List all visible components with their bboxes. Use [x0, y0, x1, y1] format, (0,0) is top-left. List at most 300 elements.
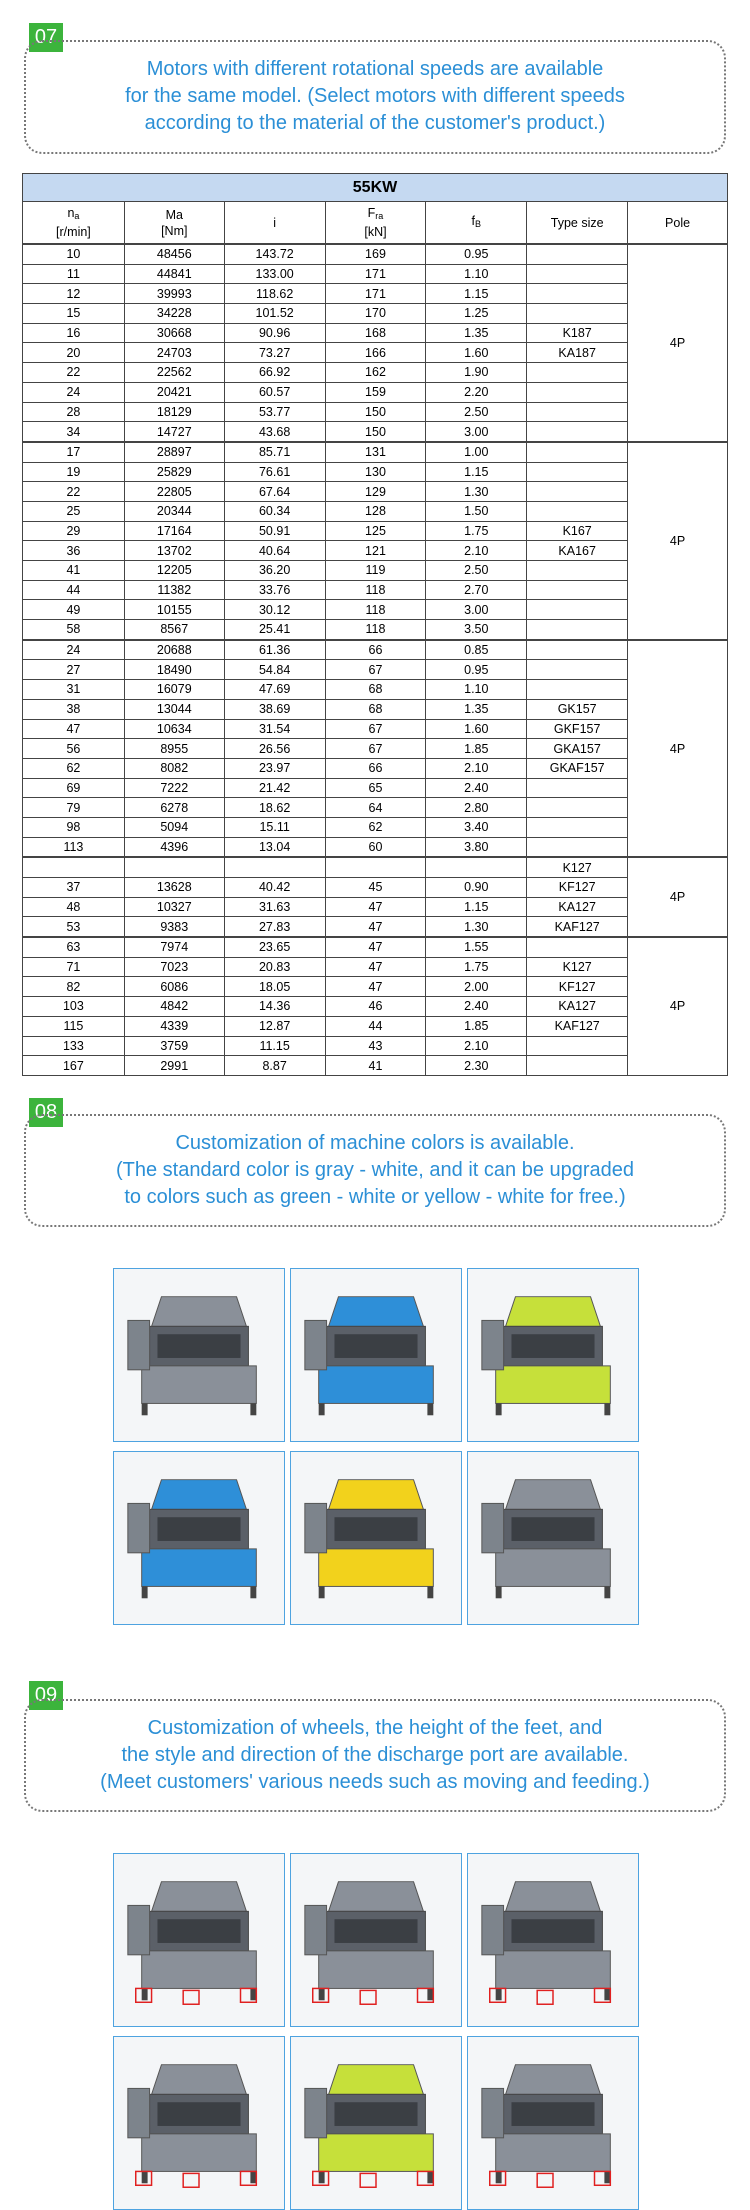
pole-cell: 4P	[628, 244, 728, 442]
table-cell	[527, 442, 628, 462]
table-cell: 1.15	[426, 897, 527, 917]
table-cell	[325, 857, 426, 877]
table-cell: 34228	[124, 304, 224, 324]
table-cell: 65	[325, 778, 426, 798]
table-cell: 118	[325, 600, 426, 620]
table-cell	[124, 857, 224, 877]
table-cell: 1.60	[426, 343, 527, 363]
table-cell: 16079	[124, 680, 224, 700]
note-line: to colors such as green - white or yellow - white for free.)	[124, 1186, 626, 1208]
table-cell: 166	[325, 343, 426, 363]
table-cell: 0.90	[426, 878, 527, 898]
table-title: 55KW	[23, 174, 728, 202]
table-cell: 60.57	[224, 382, 325, 402]
table-cell: K187	[527, 323, 628, 343]
table-cell	[527, 501, 628, 521]
table-cell: 2.40	[426, 997, 527, 1017]
table-cell: 41	[325, 1056, 426, 1076]
shredder-photo	[113, 2036, 285, 2210]
table-cell: KA127	[527, 897, 628, 917]
table-row	[23, 957, 728, 977]
table-cell: 2.50	[426, 561, 527, 581]
table-cell: 13702	[124, 541, 224, 561]
table-cell: 4396	[124, 837, 224, 857]
wheel-options-gallery	[113, 1853, 639, 2210]
table-cell: 44	[23, 580, 125, 600]
table-cell: 14.36	[224, 997, 325, 1017]
table-cell	[527, 580, 628, 600]
table-cell: 1.85	[426, 739, 527, 759]
table-cell: 20688	[124, 640, 224, 660]
note-line: the style and direction of the discharge port are available.	[121, 1744, 629, 1766]
table-cell: 40.42	[224, 878, 325, 898]
table-cell: 36.20	[224, 561, 325, 581]
shredder-photo	[467, 1853, 639, 2027]
shredder-photo	[467, 1451, 639, 1625]
table-cell: 10327	[124, 897, 224, 917]
table-cell: 1.75	[426, 957, 527, 977]
table-cell: KAF127	[527, 1016, 628, 1036]
table-cell: 68	[325, 699, 426, 719]
table-cell: 2.10	[426, 1036, 527, 1056]
table-row	[23, 1036, 728, 1056]
table-cell	[527, 284, 628, 304]
table-cell: 168	[325, 323, 426, 343]
table-cell: 2.70	[426, 580, 527, 600]
table-row	[23, 462, 728, 482]
table-cell: 3.50	[426, 620, 527, 640]
table-row	[23, 521, 728, 541]
speed-note-box	[24, 40, 726, 154]
table-cell: 150	[325, 422, 426, 442]
section-badge-08: 08	[29, 1098, 63, 1127]
table-cell: 2.10	[426, 758, 527, 778]
table-cell: KA187	[527, 343, 628, 363]
table-cell: 162	[325, 363, 426, 383]
shredder-photo	[290, 1268, 462, 1442]
table-cell: 40.64	[224, 541, 325, 561]
table-row	[23, 1016, 728, 1036]
table-row	[23, 937, 728, 957]
table-cell: 143.72	[224, 244, 325, 264]
table-cell: 34	[23, 422, 125, 442]
table-cell: 98	[23, 817, 125, 837]
table-cell: 6278	[124, 798, 224, 818]
table-cell	[527, 363, 628, 383]
col-torque: Ma [Nm]	[124, 202, 224, 245]
table-cell: 2.10	[426, 541, 527, 561]
wheel-note-box	[24, 1699, 726, 1812]
table-cell: 29	[23, 521, 125, 541]
table-cell: 1.75	[426, 521, 527, 541]
table-cell: 20.83	[224, 957, 325, 977]
shredder-photo	[290, 1451, 462, 1625]
note-line: according to the material of the customer's product.)	[144, 112, 606, 134]
table-cell: 119	[325, 561, 426, 581]
table-cell: 22805	[124, 482, 224, 502]
table-row	[23, 442, 728, 462]
table-cell: 13628	[124, 878, 224, 898]
table-row	[23, 561, 728, 581]
table-cell: 15.11	[224, 817, 325, 837]
table-cell: 113	[23, 837, 125, 857]
table-cell	[527, 402, 628, 422]
table-cell: 82	[23, 977, 125, 997]
table-cell: 18.62	[224, 798, 325, 818]
table-cell: 23.65	[224, 937, 325, 957]
table-cell: 24	[23, 640, 125, 660]
table-row	[23, 620, 728, 640]
table-cell: 1.00	[426, 442, 527, 462]
table-row	[23, 402, 728, 422]
table-cell: 1.15	[426, 284, 527, 304]
table-cell: 20344	[124, 501, 224, 521]
table-cell: 6086	[124, 977, 224, 997]
table-cell: 54.84	[224, 660, 325, 680]
table-cell: 128	[325, 501, 426, 521]
table-row	[23, 323, 728, 343]
table-cell: GK157	[527, 699, 628, 719]
table-row	[23, 897, 728, 917]
table-cell: 28897	[124, 442, 224, 462]
table-cell: 44	[325, 1016, 426, 1036]
table-cell: 67.64	[224, 482, 325, 502]
table-cell: 28	[23, 402, 125, 422]
table-cell: 1.10	[426, 264, 527, 284]
table-cell: 37	[23, 878, 125, 898]
col-type-size: Type size	[527, 202, 628, 245]
note-line: (Meet customers' various needs such as moving and feeding.)	[100, 1771, 650, 1793]
table-cell: 13044	[124, 699, 224, 719]
table-cell: 20	[23, 343, 125, 363]
table-row	[23, 739, 728, 759]
table-cell: 7974	[124, 937, 224, 957]
table-cell: 27	[23, 660, 125, 680]
table-cell: 69	[23, 778, 125, 798]
table-row	[23, 837, 728, 857]
table-cell: 44841	[124, 264, 224, 284]
table-cell	[527, 264, 628, 284]
shredder-photo	[113, 1268, 285, 1442]
table-cell: 47	[325, 937, 426, 957]
table-cell: 71	[23, 957, 125, 977]
table-cell: 36	[23, 541, 125, 561]
table-cell: 18490	[124, 660, 224, 680]
color-options-gallery	[113, 1268, 639, 1625]
table-cell: 129	[325, 482, 426, 502]
table-cell: 133	[23, 1036, 125, 1056]
table-cell: 45	[325, 878, 426, 898]
table-cell: 66.92	[224, 363, 325, 383]
table-cell: 62	[23, 758, 125, 778]
table-cell: 14727	[124, 422, 224, 442]
table-cell: 2.50	[426, 402, 527, 422]
table-cell: 85.71	[224, 442, 325, 462]
table-cell: 22	[23, 363, 125, 383]
table-cell: 22	[23, 482, 125, 502]
col-service-factor: $f_B$	[426, 202, 527, 245]
table-cell: 7222	[124, 778, 224, 798]
table-cell	[527, 244, 628, 264]
table-cell: 7023	[124, 957, 224, 977]
table-cell: 53	[23, 917, 125, 937]
table-cell: 31.54	[224, 719, 325, 739]
table-row	[23, 244, 728, 264]
table-cell: 43.68	[224, 422, 325, 442]
table-cell: 67	[325, 719, 426, 739]
table-cell: 1.55	[426, 937, 527, 957]
table-row	[23, 482, 728, 502]
table-cell: 1.90	[426, 363, 527, 383]
table-cell: 1.30	[426, 482, 527, 502]
table-cell: 4842	[124, 997, 224, 1017]
table-cell: 64	[325, 798, 426, 818]
shredder-photo	[113, 1853, 285, 2027]
shredder-photo	[290, 1853, 462, 2027]
table-row	[23, 343, 728, 363]
table-cell: 3759	[124, 1036, 224, 1056]
table-cell: KA167	[527, 541, 628, 561]
table-cell: 118.62	[224, 284, 325, 304]
table-row	[23, 264, 728, 284]
table-row	[23, 699, 728, 719]
table-cell: 66	[325, 758, 426, 778]
table-cell: 18129	[124, 402, 224, 422]
table-cell: 10634	[124, 719, 224, 739]
table-cell: 56	[23, 739, 125, 759]
table-cell: 2.20	[426, 382, 527, 402]
table-cell: KF127	[527, 977, 628, 997]
table-cell	[527, 304, 628, 324]
table-cell: 47.69	[224, 680, 325, 700]
table-cell: 0.95	[426, 244, 527, 264]
table-cell: 171	[325, 264, 426, 284]
table-cell: 67	[325, 660, 426, 680]
table-cell: GKA157	[527, 739, 628, 759]
table-row	[23, 304, 728, 324]
table-cell: 31	[23, 680, 125, 700]
table-cell: KF127	[527, 878, 628, 898]
table-cell: 50.91	[224, 521, 325, 541]
table-cell: 8.87	[224, 1056, 325, 1076]
table-cell: 121	[325, 541, 426, 561]
shredder-photo	[467, 2036, 639, 2210]
table-row	[23, 1056, 728, 1076]
table-cell	[527, 1036, 628, 1056]
table-cell: 39993	[124, 284, 224, 304]
table-row	[23, 878, 728, 898]
table-cell: 0.95	[426, 660, 527, 680]
table-cell: 38	[23, 699, 125, 719]
table-cell: 12.87	[224, 1016, 325, 1036]
table-cell: 48	[23, 897, 125, 917]
table-cell: 10	[23, 244, 125, 264]
table-cell: 170	[325, 304, 426, 324]
pole-cell: 4P	[628, 640, 728, 858]
table-cell: 90.96	[224, 323, 325, 343]
table-cell: 30668	[124, 323, 224, 343]
table-cell: 12205	[124, 561, 224, 581]
table-cell: 48456	[124, 244, 224, 264]
table-row	[23, 977, 728, 997]
table-cell: 62	[325, 817, 426, 837]
note-line: (The standard color is gray - white, and it can be upgraded	[115, 1159, 635, 1181]
table-cell	[527, 660, 628, 680]
table-cell: 27.83	[224, 917, 325, 937]
table-row	[23, 680, 728, 700]
table-cell: 11.15	[224, 1036, 325, 1056]
table-cell: 0.85	[426, 640, 527, 660]
table-cell: 3.80	[426, 837, 527, 857]
table-cell: 26.56	[224, 739, 325, 759]
table-cell: 2.00	[426, 977, 527, 997]
table-cell: 8955	[124, 739, 224, 759]
note-line: Motors with different rotational speeds are available	[146, 58, 604, 80]
note-line: for the same model. (Select motors with different speeds	[125, 85, 625, 107]
table-cell: 2.80	[426, 798, 527, 818]
table-row	[23, 382, 728, 402]
table-cell: 21.42	[224, 778, 325, 798]
table-cell: 1.25	[426, 304, 527, 324]
table-cell: 11382	[124, 580, 224, 600]
table-cell: 15	[23, 304, 125, 324]
table-cell	[23, 857, 125, 877]
color-note-box	[24, 1114, 726, 1227]
table-cell: 49	[23, 600, 125, 620]
table-cell: KAF127	[527, 917, 628, 937]
shredder-photo	[290, 2036, 462, 2210]
table-cell: 1.60	[426, 719, 527, 739]
table-cell: 118	[325, 620, 426, 640]
table-cell: 103	[23, 997, 125, 1017]
table-row	[23, 363, 728, 383]
table-cell: 38.69	[224, 699, 325, 719]
table-cell: 18.05	[224, 977, 325, 997]
table-cell: 30.12	[224, 600, 325, 620]
motor-spec-table	[22, 173, 728, 1076]
table-cell	[527, 798, 628, 818]
table-cell: 73.27	[224, 343, 325, 363]
table-cell	[527, 1056, 628, 1076]
table-cell: K127	[527, 957, 628, 977]
table-cell: 125	[325, 521, 426, 541]
table-cell: 61.36	[224, 640, 325, 660]
col-ratio: i	[224, 202, 325, 245]
table-cell: 47	[325, 917, 426, 937]
pole-cell: 4P	[628, 937, 728, 1075]
table-cell	[527, 937, 628, 957]
table-cell: 3.00	[426, 422, 527, 442]
table-cell: 1.35	[426, 699, 527, 719]
table-cell: 8082	[124, 758, 224, 778]
table-cell: 1.30	[426, 917, 527, 937]
table-cell	[527, 482, 628, 502]
table-cell: 17164	[124, 521, 224, 541]
table-cell: 47	[325, 977, 426, 997]
table-cell	[527, 382, 628, 402]
table-cell: 1.85	[426, 1016, 527, 1036]
table-cell: 130	[325, 462, 426, 482]
table-cell: GKAF157	[527, 758, 628, 778]
table-cell: 1.50	[426, 501, 527, 521]
table-row	[23, 997, 728, 1017]
shredder-photo	[113, 1451, 285, 1625]
note-line: Customization of machine colors is available.	[175, 1132, 575, 1154]
table-cell: 24	[23, 382, 125, 402]
table-cell: 63	[23, 937, 125, 957]
table-cell	[527, 422, 628, 442]
table-cell: 10155	[124, 600, 224, 620]
table-cell: 25.41	[224, 620, 325, 640]
table-cell: 13.04	[224, 837, 325, 857]
table-cell: 47	[23, 719, 125, 739]
table-row	[23, 422, 728, 442]
table-cell: 115	[23, 1016, 125, 1036]
table-cell: 43	[325, 1036, 426, 1056]
table-cell: 68	[325, 680, 426, 700]
table-cell: 2.40	[426, 778, 527, 798]
table-cell: 9383	[124, 917, 224, 937]
table-row	[23, 640, 728, 660]
table-cell	[527, 778, 628, 798]
table-cell: 60.34	[224, 501, 325, 521]
table-cell: 22562	[124, 363, 224, 383]
table-cell: 133.00	[224, 264, 325, 284]
table-cell	[527, 817, 628, 837]
table-cell: 3.40	[426, 817, 527, 837]
table-cell: 66	[325, 640, 426, 660]
table-cell: 67	[325, 739, 426, 759]
table-cell: 1.35	[426, 323, 527, 343]
table-cell: 159	[325, 382, 426, 402]
table-cell: 31.63	[224, 897, 325, 917]
table-cell: 23.97	[224, 758, 325, 778]
table-cell: 25829	[124, 462, 224, 482]
table-cell: 150	[325, 402, 426, 422]
table-cell: 25	[23, 501, 125, 521]
table-cell: KA127	[527, 997, 628, 1017]
table-row	[23, 857, 728, 877]
shredder-photo	[467, 1268, 639, 1442]
table-cell: 76.61	[224, 462, 325, 482]
table-row	[23, 600, 728, 620]
table-cell: 2991	[124, 1056, 224, 1076]
table-cell: 58	[23, 620, 125, 640]
table-row	[23, 580, 728, 600]
table-cell	[527, 600, 628, 620]
table-cell: 1.10	[426, 680, 527, 700]
table-cell: K127	[527, 857, 628, 877]
table-cell: 2.30	[426, 1056, 527, 1076]
table-cell	[224, 857, 325, 877]
section-badge-07: 07	[29, 23, 63, 52]
table-cell: 53.77	[224, 402, 325, 422]
table-row	[23, 817, 728, 837]
table-cell: 169	[325, 244, 426, 264]
table-cell	[527, 837, 628, 857]
table-cell: 131	[325, 442, 426, 462]
table-cell	[527, 680, 628, 700]
table-row	[23, 798, 728, 818]
table-row	[23, 758, 728, 778]
table-cell	[527, 561, 628, 581]
table-cell: 1.15	[426, 462, 527, 482]
table-cell: 17	[23, 442, 125, 462]
table-cell	[527, 640, 628, 660]
table-cell: 5094	[124, 817, 224, 837]
table-row	[23, 284, 728, 304]
table-cell: 47	[325, 957, 426, 977]
